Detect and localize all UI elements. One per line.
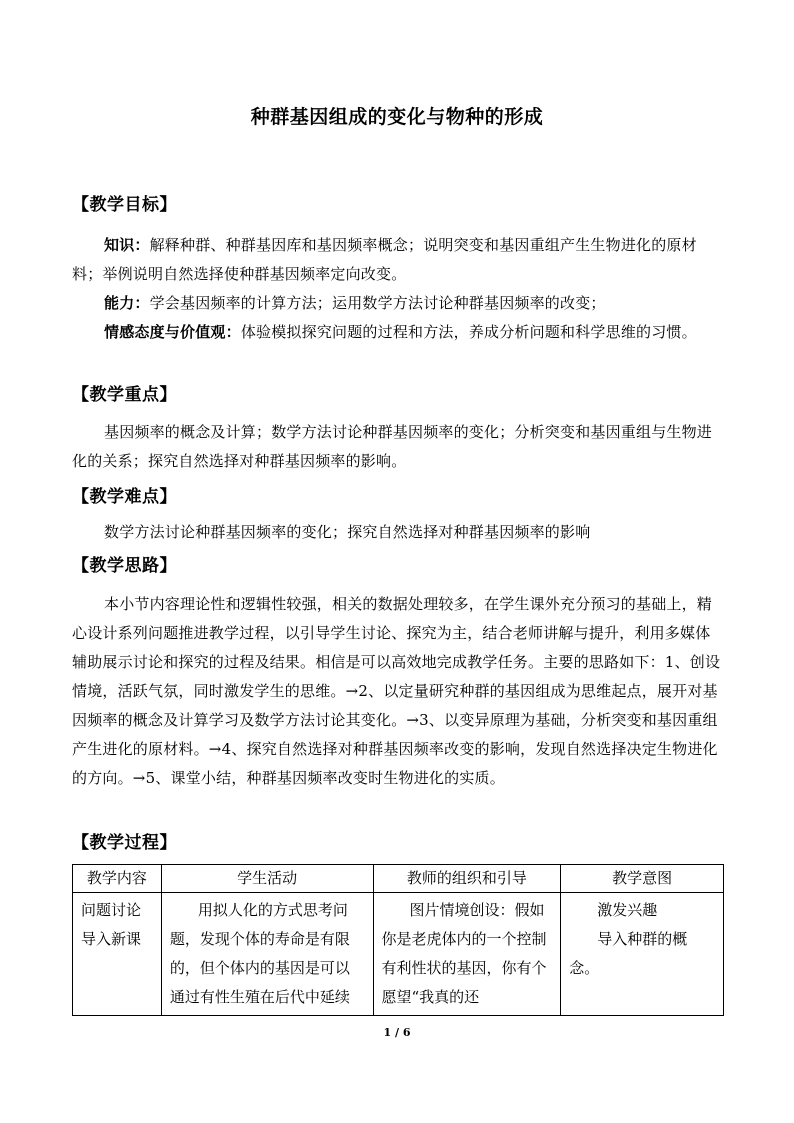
column-header: 教学意图: [561, 865, 724, 893]
approach-heading: 【教学思路】: [72, 556, 177, 576]
content-line: 导入新课: [81, 930, 142, 948]
ability-text: 学会基因频率的计算方法；运用数学方法讨论种群基因频率的改变；: [149, 294, 606, 312]
column-header: 教学内容: [73, 865, 162, 893]
content-line: 问题讨论: [81, 901, 142, 919]
student-activity-cell: 用拟人化的方式思考问题，发现个体的寿命是有限的，但个体内的基因是可以通过有性生殖在后代中延续: [161, 893, 373, 1016]
approach-text: 本小节内容理论性和逻辑性较强，相关的数据处理较多，在学生课外充分预习的基础上，精心设计系列问题推进教学过程，以引导学生讨论、探究为主，结合老师讲解与提升，利用多媒体辅助展示讨论和探究的过程及结果。相信是可以高效地完成教学任务。主要的思路如下：1、创设情境，活跃气氛，同时激发学生的思维。→2、以定量研究种群的基因组成为思维起点，展开对基因频率的概念及计算学习及数学方法讨论其变化。→3、以变异原理为基础，分析突变和基因重组产生进化的原材料。→4、探究自然选择对种群基因频率改变的影响，发现自然选择决定生物进化的方向。→5、课堂小结，种群基因频率改变时生物进化的实质。: [72, 595, 721, 787]
content-cell: [73, 893, 162, 1016]
objectives-heading: 【教学目标】: [72, 195, 177, 215]
key-points-heading: 【教学重点】: [72, 385, 177, 405]
table-row: [73, 893, 724, 1016]
ability-label: 能力：: [104, 294, 150, 312]
process-heading: 【教学过程】: [72, 833, 177, 853]
objectives-ability: [72, 289, 722, 318]
column-header: 学生活动: [161, 865, 373, 893]
page-number: 1 / 6: [383, 1026, 411, 1039]
difficulties-heading: 【教学难点】: [72, 487, 177, 507]
intent-line: 激发兴趣: [597, 901, 658, 919]
emotion-label: 情感态度与价值观：: [104, 323, 241, 341]
intent-cell: [561, 893, 724, 1016]
process-table: [72, 864, 724, 1016]
knowledge-label: 知识：: [104, 236, 150, 254]
key-points-text: 基因频率的概念及计算；数学方法讨论种群基因频率的变化；分析突变和基因重组与生物进化的关系；探究自然选择对种群基因频率的影响。: [72, 423, 713, 470]
objectives-knowledge: [72, 231, 722, 289]
table-header-row: [73, 865, 724, 893]
knowledge-text: 解释种群、种群基因库和基因频率概念；说明突变和基因重组产生生物进化的原材料；举例说明自然选择使种群基因频率定向改变。: [72, 236, 697, 283]
intent-line: 导入种群的概念。: [569, 930, 688, 977]
column-header: 教师的组织和引导: [373, 865, 561, 893]
page-title: 种群基因组成的变化与物种的形成: [250, 106, 544, 128]
emotion-text: 体验模拟探究问题的过程和方法，养成分析问题和科学思维的习惯。: [240, 323, 697, 341]
difficulties-text: 数学方法讨论种群基因频率的变化；探究自然选择对种群基因频率的影响: [104, 523, 591, 541]
teacher-guidance-cell: 图片情境创设：假如你是老虎体内的一个控制有利性状的基因，你有个愿望“我真的还: [373, 893, 561, 1016]
objectives-emotion: [72, 318, 722, 347]
